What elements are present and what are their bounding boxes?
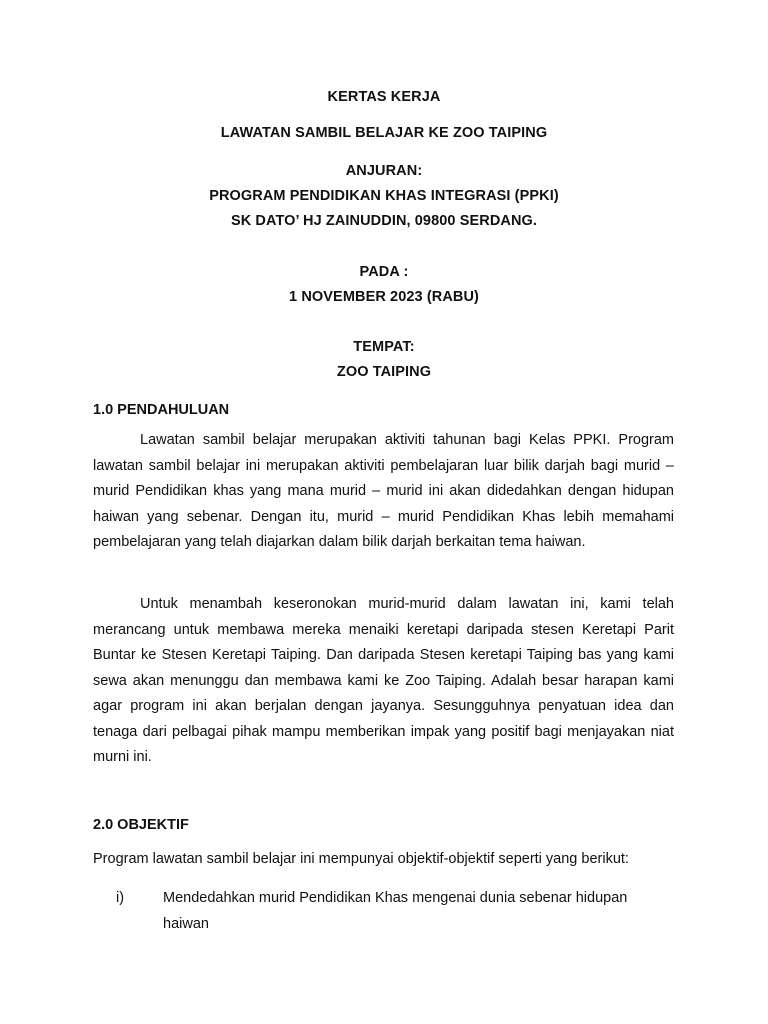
date-label: PADA : — [359, 264, 409, 280]
section-1-paragraph-2 — [93, 592, 674, 771]
document-subject-title: LAWATAN SAMBIL BELAJAR KE ZOO TAIPING — [220, 125, 548, 141]
organizer-school: SK DATO’ HJ ZAINUDDIN, 09800 SERDANG. — [230, 213, 538, 229]
objective-item-number: i) — [116, 890, 125, 906]
section-1-paragraph-1-text: Lawatan sambil belajar merupakan aktiviti tahunan bagi Kelas PPKI. Program lawatan sambil belajar ini merupakan aktiviti pembelajaran luar bilik darjah bagi murid – murid Pendidikan khas yang mana murid – murid ini akan didedahkan dengan hidupan haiwan yang sebenar. Dengan itu, murid – murid Pendidikan Khas lebih memahami pembelajaran yang telah diajarkan dalam bilik darjah berkaitan tema haiwan. — [93, 432, 674, 550]
date-value: 1 NOVEMBER 2023 (RABU) — [289, 289, 479, 305]
organizer-label: ANJURAN: — [345, 163, 423, 179]
section-1-paragraph-1 — [93, 428, 674, 556]
document-type-title: KERTAS KERJA — [327, 89, 441, 105]
section-1-heading: 1.0 PENDAHULUAN — [93, 402, 230, 418]
section-1-paragraph-2-text: Untuk menambah keseronokan murid-murid dalam lawatan ini, kami telah merancang untuk membawa mereka menaiki keretapi daripada stesen Keretapi Parit Buntar ke Stesen Keretapi Taiping. Dan daripada Stesen keretapi Taiping bas yang kami sewa akan menunggu dan membawa kami ke Zoo Taiping. Adalah besar harapan kami agar program ini akan berjalan dengan jayanya. Sesungguhnya penyatuan idea dan tenaga dari pelbagai pihak mampu memberikan impak yang positif bagi menjayakan niat murni ini. — [93, 596, 674, 765]
venue-value: ZOO TAIPING — [336, 364, 432, 380]
section-2-intro: Program lawatan sambil belajar ini mempunyai objektif-objektif seperti yang berikut: — [93, 851, 629, 867]
organizer-program: PROGRAM PENDIDIKAN KHAS INTEGRASI (PPKI) — [209, 188, 559, 204]
objective-item-text: Mendedahkan murid Pendidikan Khas mengenai dunia sebenar hidupan haiwan — [163, 890, 628, 932]
venue-label: TEMPAT: — [353, 339, 415, 355]
section-2-heading: 2.0 OBJEKTIF — [93, 817, 189, 833]
